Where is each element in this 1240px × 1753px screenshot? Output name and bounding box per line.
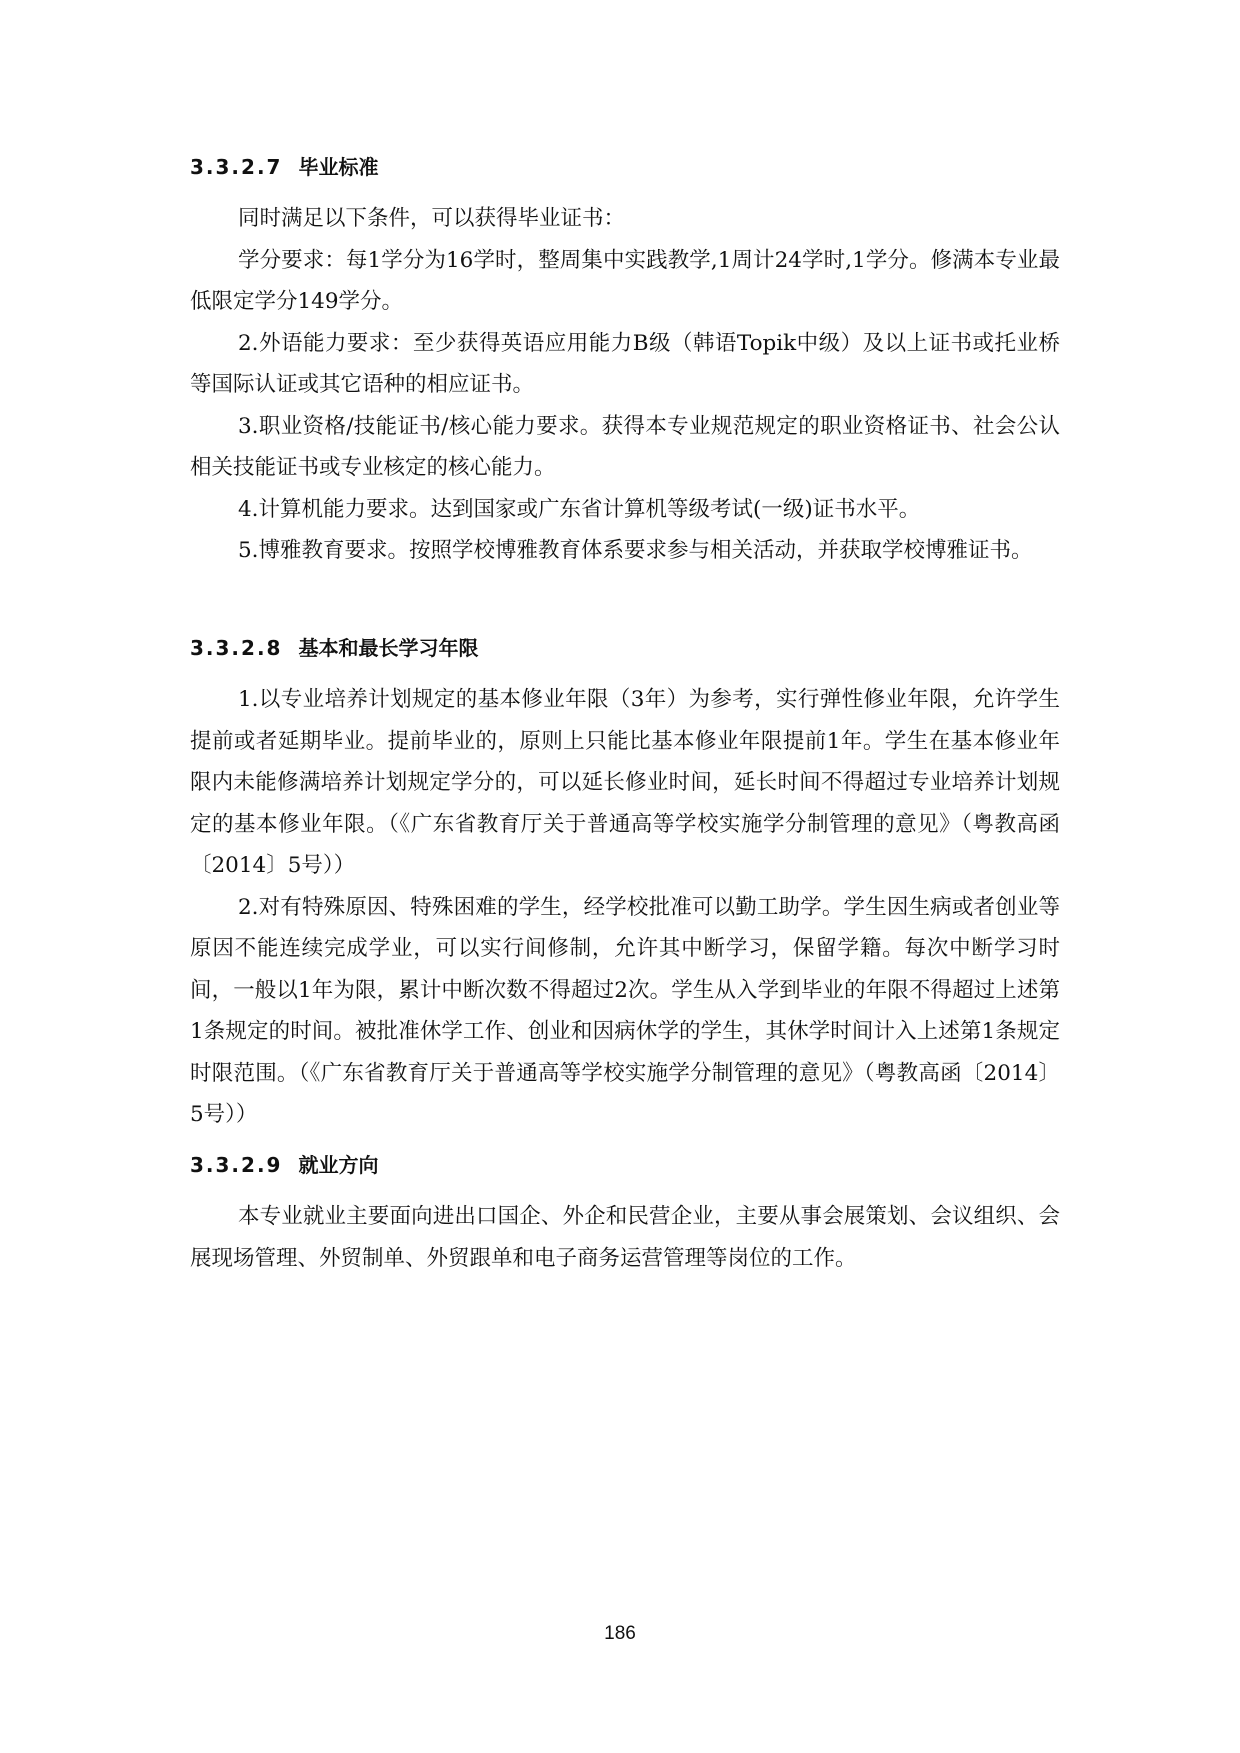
section-employment-direction <box>190 1150 1060 1279</box>
section-title: 毕业标准 <box>298 155 379 179</box>
paragraph: 4.计算机能力要求。达到国家或广东省计算机等级考试(一级)证书水平。 <box>238 496 921 522</box>
paragraph: 5.博雅教育要求。按照学校博雅教育体系要求参与相关活动，并获取学校博雅证书。 <box>238 538 1033 563</box>
paragraph: 学分要求：每1学分为16学时，整周集中实践教学,1周计24学时,1学分。修满本专业最低限定学分149学分。 <box>190 247 1060 314</box>
section-number: 3.3.2.7 <box>190 155 283 179</box>
section-study-duration <box>190 633 1060 1136</box>
section-number: 3.3.2.8 <box>190 636 283 660</box>
paragraph: 1.以专业培养计划规定的基本修业年限（3年）为参考，实行弹性修业年限，允许学生提前或者延期毕业。提前毕业的，原则上只能比基本修业年限提前1年。学生在基本修业年限内未能修满培养计划规定学分的，可以延长修业时间，延长时间不得超过专业培养计划规定的基本修业年限。（《广东省教育厅关于普通高等学校实施学分制管理的意见》（粤教高函〔2014〕5号）） <box>190 687 1060 878</box>
section-heading <box>190 1150 1060 1180</box>
page-number: 186 <box>604 1623 636 1644</box>
section-number: 3.3.2.9 <box>190 1153 283 1177</box>
section-graduation-standard <box>190 152 1060 572</box>
section-title: 就业方向 <box>298 1153 379 1177</box>
paragraph: 2.外语能力要求：至少获得英语应用能力B级（韩语Topik中级）及以上证书或托业桥等国际认证或其它语种的相应证书。 <box>190 330 1060 397</box>
paragraph: 2.对有特殊原因、特殊困难的学生，经学校批准可以勤工助学。学生因生病或者创业等原因不能连续完成学业，可以实行间修制，允许其中断学习，保留学籍。每次中断学习时间，一般以1年为限，累计中断次数不得超过2次。学生从入学到毕业的年限不得超过上述第1条规定的时间。被批准休学工作、创业和因病休学的学生，其休学时间计入上述第1条规定时限范围。（《广东省教育厅关于普通高等学校实施学分制管理的意见》（粤教高函〔2014〕5号）） <box>190 894 1060 1127</box>
paragraph: 本专业就业主要面向进出口国企、外企和民营企业，主要从事会展策划、会议组织、会展现场管理、外贸制单、外贸跟单和电子商务运营管理等岗位的工作。 <box>190 1204 1060 1271</box>
section-title: 基本和最长学习年限 <box>298 636 479 660</box>
paragraph: 同时满足以下条件，可以获得毕业证书： <box>238 206 626 231</box>
section-heading <box>190 152 1060 182</box>
section-heading <box>190 633 1060 663</box>
paragraph: 3.职业资格/技能证书/核心能力要求。获得本专业规范规定的职业资格证书、社会公认相关技能证书或专业核定的核心能力。 <box>190 413 1060 480</box>
